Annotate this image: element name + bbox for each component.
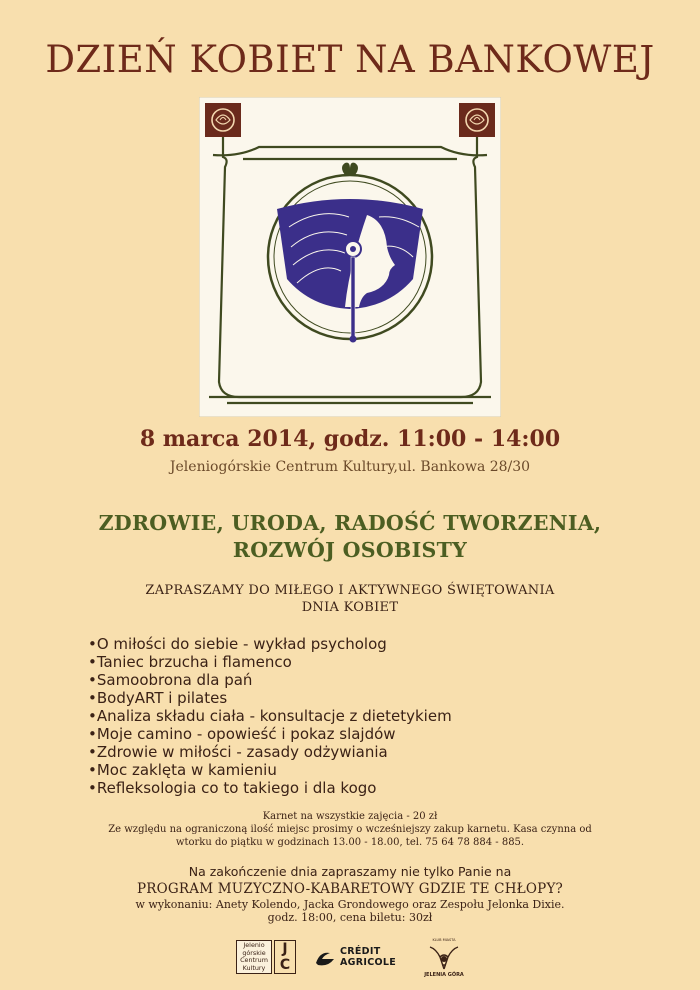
ticket-note: Ze względu na ograniczoną ilość miejsc prosimy o wcześniejszy zakup karnetu. Kasa czynna od bbox=[108, 824, 592, 835]
ticket-hours: wtorku do piątku w godzinach 13.00 - 18.00, tel. 75 64 78 884 - 885. bbox=[175, 837, 525, 848]
program-item: • Analiza składu ciała - konsultacje z dietetykiem bbox=[88, 707, 452, 725]
jck-logo-line: Centrum bbox=[240, 956, 268, 965]
jck-mark-letter: C bbox=[279, 957, 291, 973]
credit-agricole-text bbox=[340, 946, 396, 968]
headline bbox=[0, 510, 700, 564]
credit-agricole-line: AGRICOLE bbox=[340, 957, 396, 968]
invitation-line: ZAPRASZAMY DO MIŁEGO I AKTYWNEGO ŚWIĘTOWANIA bbox=[145, 583, 555, 598]
invitation bbox=[0, 582, 700, 616]
closing-info bbox=[0, 864, 700, 924]
jck-logo bbox=[236, 940, 296, 974]
jck-logo-text bbox=[236, 940, 272, 974]
jelenia-gora-bottom: JELENIA GÓRA bbox=[424, 972, 464, 978]
rose-icon bbox=[459, 103, 495, 137]
program-item: • Moje camino - opowieść i pokaz slajdów bbox=[88, 725, 452, 743]
jck-logo-line: Kultury bbox=[242, 963, 266, 972]
jck-logo-line: Jelenio bbox=[243, 941, 265, 949]
ticket-price: Karnet na wszystkie zajęcia - 20 zł bbox=[262, 811, 438, 822]
program-item: • O miłości do siebie - wykład psycholog bbox=[88, 635, 452, 653]
invitation-line: DNIA KOBIET bbox=[301, 600, 399, 615]
rose-icon bbox=[205, 103, 241, 137]
program-item: • Samoobrona dla pań bbox=[88, 671, 452, 689]
program-item: • Moc zaklęta w kamieniu bbox=[88, 761, 452, 779]
program-item: • Taniec brzucha i flamenco bbox=[88, 653, 452, 671]
jck-mark-letter: J bbox=[282, 941, 288, 957]
headline-line: ROZWÓJ OSOBISTY bbox=[232, 538, 468, 562]
credit-agricole-line: CRÉDIT bbox=[340, 946, 381, 957]
deer-emblem-icon bbox=[424, 943, 464, 971]
event-venue: Jeleniogórskie Centrum Kultury,ul. Bankowa 28/30 bbox=[169, 459, 531, 475]
program-item: • BodyART i pilates bbox=[88, 689, 452, 707]
jelenia-gora-logo bbox=[424, 938, 464, 980]
jelenia-gora-top: KLUB MIASTA bbox=[432, 938, 456, 942]
program-list bbox=[88, 635, 452, 797]
ticket-info bbox=[0, 810, 700, 849]
closing-intro: Na zakończenie dnia zapraszamy nie tylko Panie na bbox=[188, 864, 512, 879]
credit-agricole-logo bbox=[314, 945, 424, 971]
artwork-illustration bbox=[199, 97, 501, 417]
sponsor-logos bbox=[0, 936, 700, 984]
program-item: • Refleksologia co to takiego i dla kogo bbox=[88, 779, 452, 797]
jck-logo-mark bbox=[274, 940, 296, 974]
closing-cast: w wykonaniu: Anety Kolendo, Jacka Grondowego oraz Zespołu Jelonka Dixie. bbox=[135, 898, 565, 911]
program-item: • Zdrowie w miłości - zasady odżywiania bbox=[88, 743, 452, 761]
headline-line: ZDROWIE, URODA, RADOŚĆ TWORZENIA, bbox=[98, 511, 602, 535]
jck-logo-line: górskie bbox=[242, 948, 266, 957]
poster-title: DZIEŃ KOBIET NA BANKOWEJ bbox=[45, 38, 655, 81]
closing-show: PROGRAM MUZYCZNO-KABARETOWY GDZIE TE CHŁOPY? bbox=[136, 881, 563, 897]
credit-agricole-icon bbox=[314, 947, 338, 969]
closing-price: godz. 18:00, cena biletu: 30zł bbox=[267, 911, 433, 924]
event-date: 8 marca 2014, godz. 11:00 - 14:00 bbox=[139, 426, 561, 452]
